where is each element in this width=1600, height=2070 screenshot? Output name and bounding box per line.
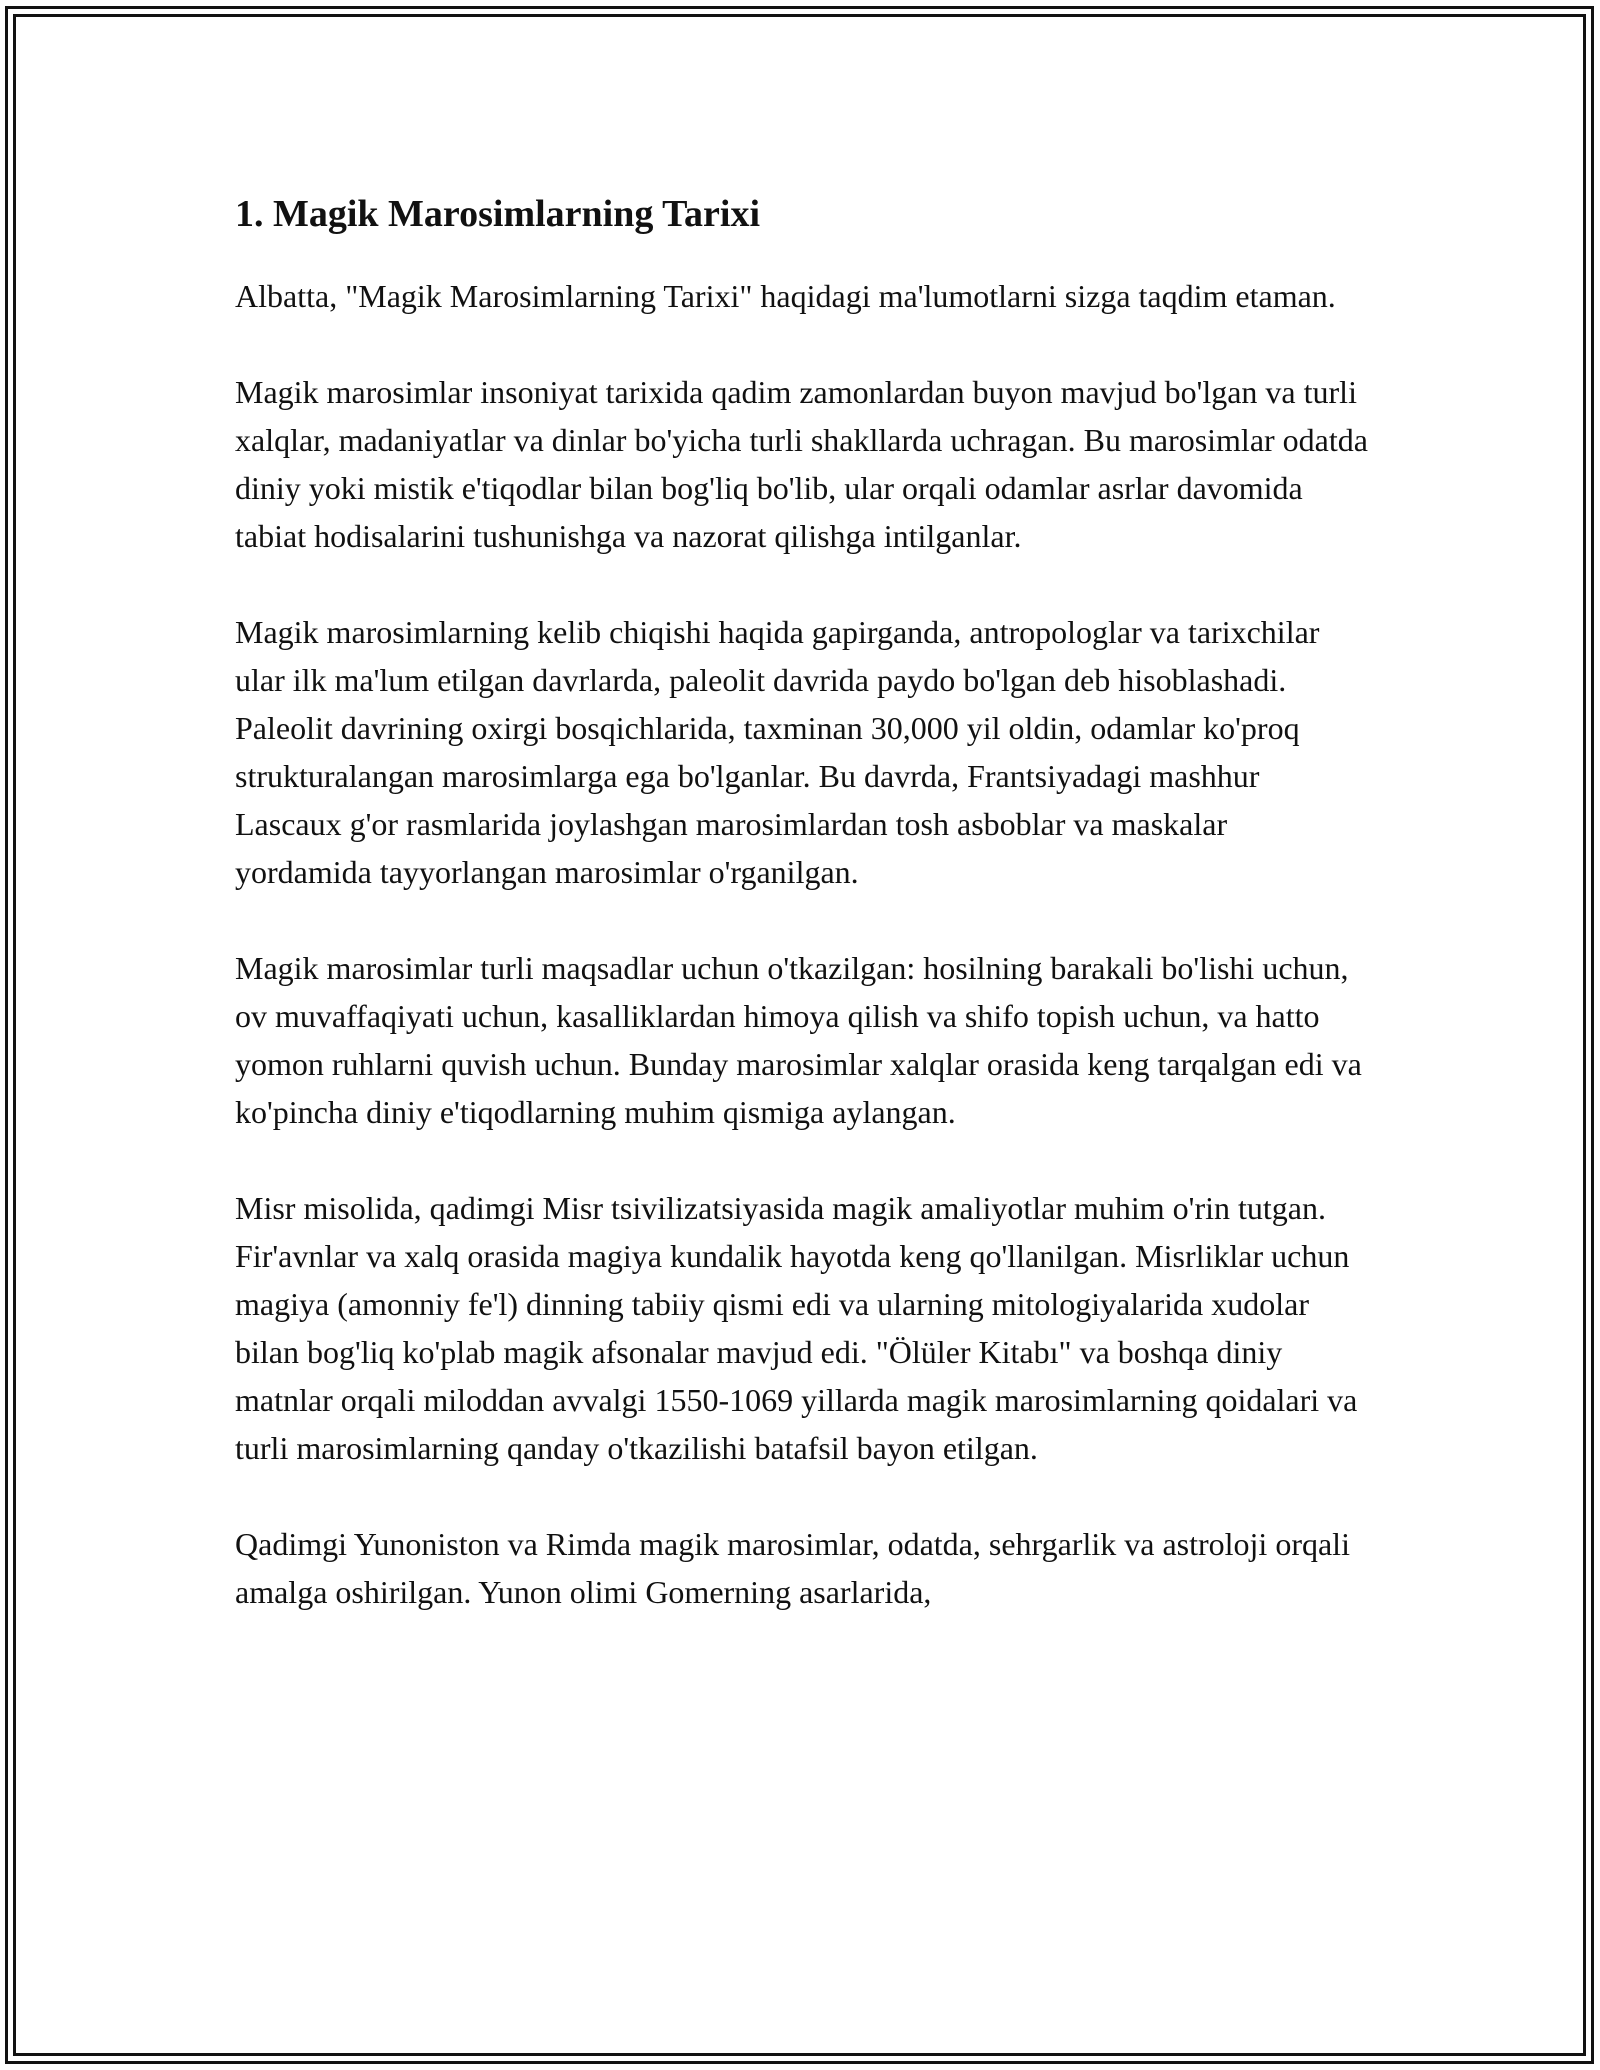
section-heading: 1. Magik Marosimlarning Tarixi	[235, 193, 761, 235]
paragraph-greece-rome: Qadimgi Yunoniston va Rimda magik marosimlar, odatda, sehrgarlik va astroloji orqali amalga oshirilgan. Yunon olimi Gomerning asarlarida,	[235, 1526, 1350, 1610]
paragraph-egypt: Misr misolida, qadimgi Misr tsivilizatsiyasida magik amaliyotlar muhim o'rin tutgan. Fir'avnlar va xalq orasida magiya kundalik hayotda keng qo'llanilgan. Misrliklar uchun magiya (amonniy fe'l) dinning tabiiy qismi edi va ularning mitologiyalarida xudolar bilan bog'liq ko'plab magik afsonalar mavjud edi. "Ölüler Kitabı" va boshqa diniy matnlar orqali miloddan avvalgi 1550-1069 yillarda magik marosimlarning qoidalari va turli marosimlarning qanday o'tkazilishi batafsil bayon etilgan.	[235, 1190, 1358, 1466]
document-body	[235, 188, 1370, 1664]
paragraph-origins: Magik marosimlar insoniyat tarixida qadim zamonlardan buyon mavjud bo'lgan va turli xalqlar, madaniyatlar va dinlar bo'yicha turli shakllarda uchragan. Bu marosimlar odatda diniy yoki mistik e'tiqodlar bilan bog'liq bo'lib, ular orqali odamlar asrlar davomida tabiat hodisalarini tushunishga va nazorat qilishga intilganlar.	[235, 374, 1368, 554]
paragraph-paleolithic: Magik marosimlarning kelib chiqishi haqida gapirganda, antropologlar va tarixchilar ular ilk ma'lum etilgan davrlarda, paleolit davrida paydo bo'lgan deb hisoblashadi. Paleolit davrining oxirgi bosqichlarida, taxminan 30,000 yil oldin, odamlar ko'proq strukturalangan marosimlarga ega bo'lganlar. Bu davrda, Frantsiyadagi mashhur Lascaux g'or rasmlarida joylashgan marosimlardan tosh asboblar va maskalar yordamida tayyorlangan marosimlar o'rganilgan.	[235, 614, 1320, 890]
paragraph-purposes: Magik marosimlar turli maqsadlar uchun o'tkazilgan: hosilning barakali bo'lishi uchun, ov muvaffaqiyati uchun, kasalliklardan himoya qilish va shifo topish uchun, va hatto yomon ruhlarni quvish uchun. Bunday marosimlar xalqlar orasida keng tarqalgan edi va ko'pincha diniy e'tiqodlarning muhim qismiga aylangan.	[235, 950, 1362, 1130]
paragraph-intro: Albatta, "Magik Marosimlarning Tarixi" haqidagi ma'lumotlarni sizga taqdim etaman.	[235, 278, 1336, 314]
